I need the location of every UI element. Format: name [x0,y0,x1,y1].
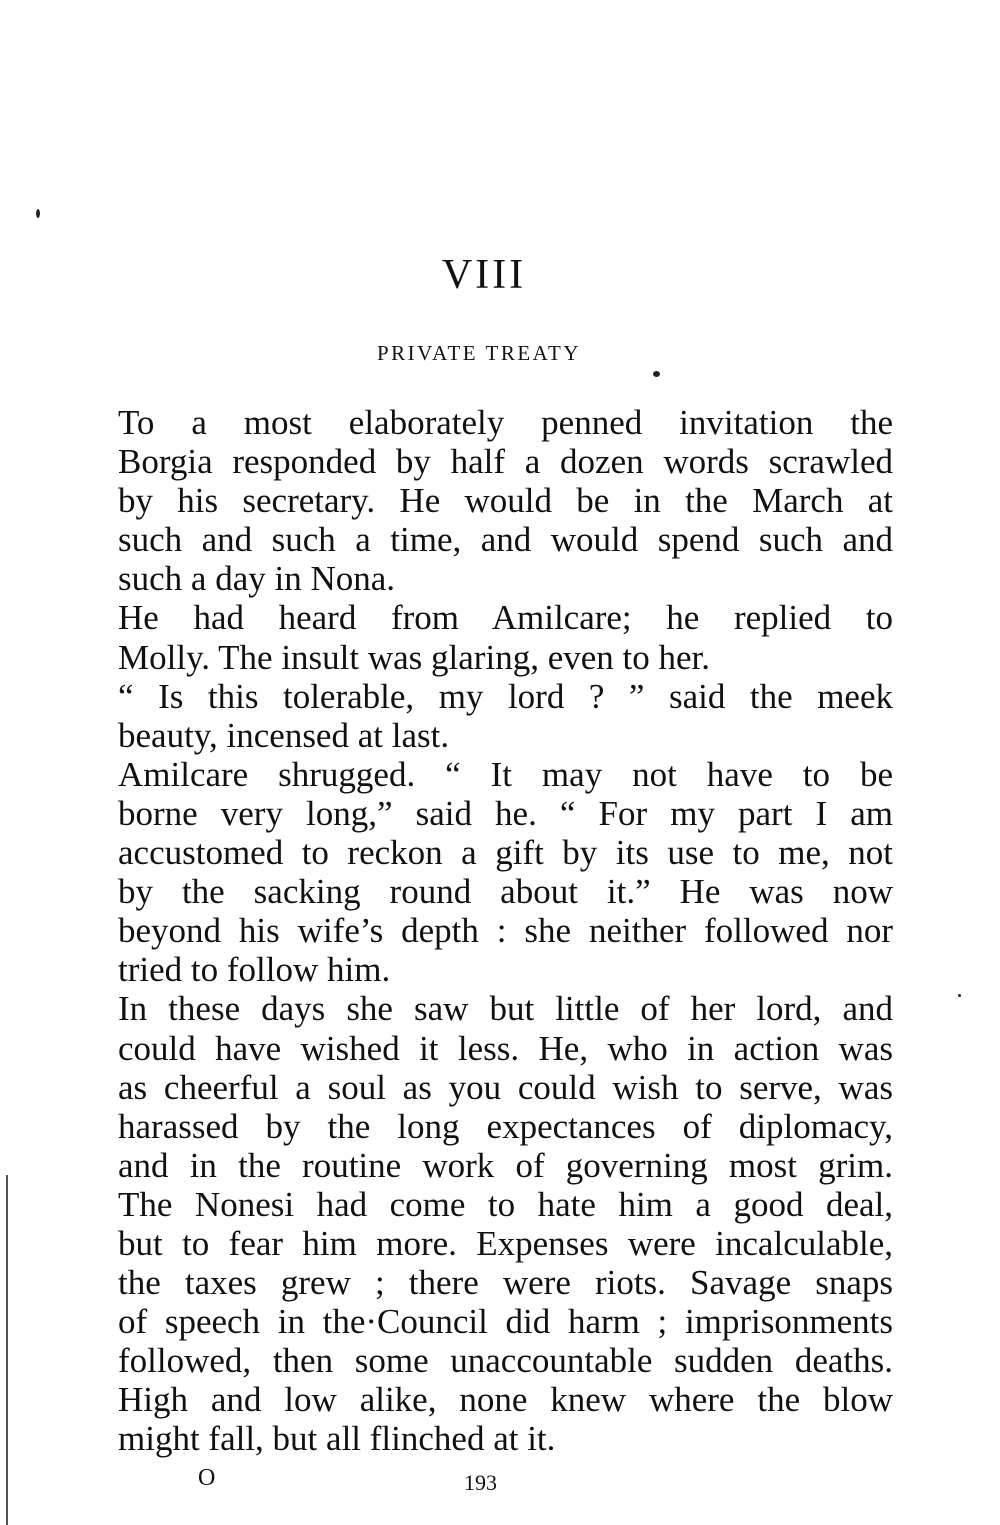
page-number: 193 [464,1470,497,1495]
paragraph [78,403,893,598]
text-line: could have wished it less. He, who in action was [118,1028,893,1068]
signature-mark: O [198,1465,216,1491]
text-line: beyond his wife’s depth : she neither followed nor [118,911,893,951]
paragraph [78,755,893,990]
text-line: might fall, but all flinched at it. [118,1419,556,1459]
text-line: and in the routine work of governing most grim. [118,1145,893,1185]
text-line: He had heard from Amilcare; he replied to [118,598,893,638]
chapter-title: PRIVATE TREATY [377,341,581,365]
scan-speck [36,209,40,218]
paragraph [78,598,893,676]
text-line: such a day in Nona. [118,559,396,599]
text-line: as cheerful a soul as you could wish to serve, was [118,1067,893,1107]
text-line: Amilcare shrugged. “ It may not have to be [118,754,893,794]
text-line: of speech in the·Council did harm ; imprisonments [118,1302,893,1342]
text-line: by the sacking round about it.” He was now [118,872,893,912]
paragraph [78,989,893,1458]
text-line: but to fear him more. Expenses were incalculable, [118,1223,893,1263]
scan-speck [958,994,961,997]
text-line: accustomed to reckon a gift by its use to me, not [118,833,893,873]
text-line: tried to follow him. [118,950,391,990]
chapter-body [78,403,893,1459]
text-line: the taxes grew ; there were riots. Savage snaps [118,1263,893,1303]
scan-margin-line [6,1175,8,1525]
text-line: such and such a time, and would spend such and [118,520,893,560]
text-line: followed, then some unaccountable sudden deaths. [118,1341,893,1381]
text-line: High and low alike, none knew where the blow [118,1380,893,1420]
text-line: Molly. The insult was glaring, even to her. [118,637,710,677]
text-line: In these days she saw but little of her lord, and [118,989,893,1029]
text-line: Borgia responded by half a dozen words scrawled [118,442,893,482]
chapter-number: VIII [441,252,527,298]
text-line: harassed by the long expectances of diplomacy, [118,1106,893,1146]
text-line: To a most elaborately penned invitation the [118,403,893,442]
paragraph [78,677,893,755]
scan-speck [653,371,660,377]
text-line: “ Is this tolerable, my lord ? ” said the meek [118,676,893,716]
text-line: borne very long,” said he. “ For my part I am [118,793,893,833]
text-line: The Nonesi had come to hate him a good deal, [118,1184,893,1224]
text-line: beauty, incensed at last. [118,715,450,755]
text-line: by his secretary. He would be in the March at [118,481,893,521]
